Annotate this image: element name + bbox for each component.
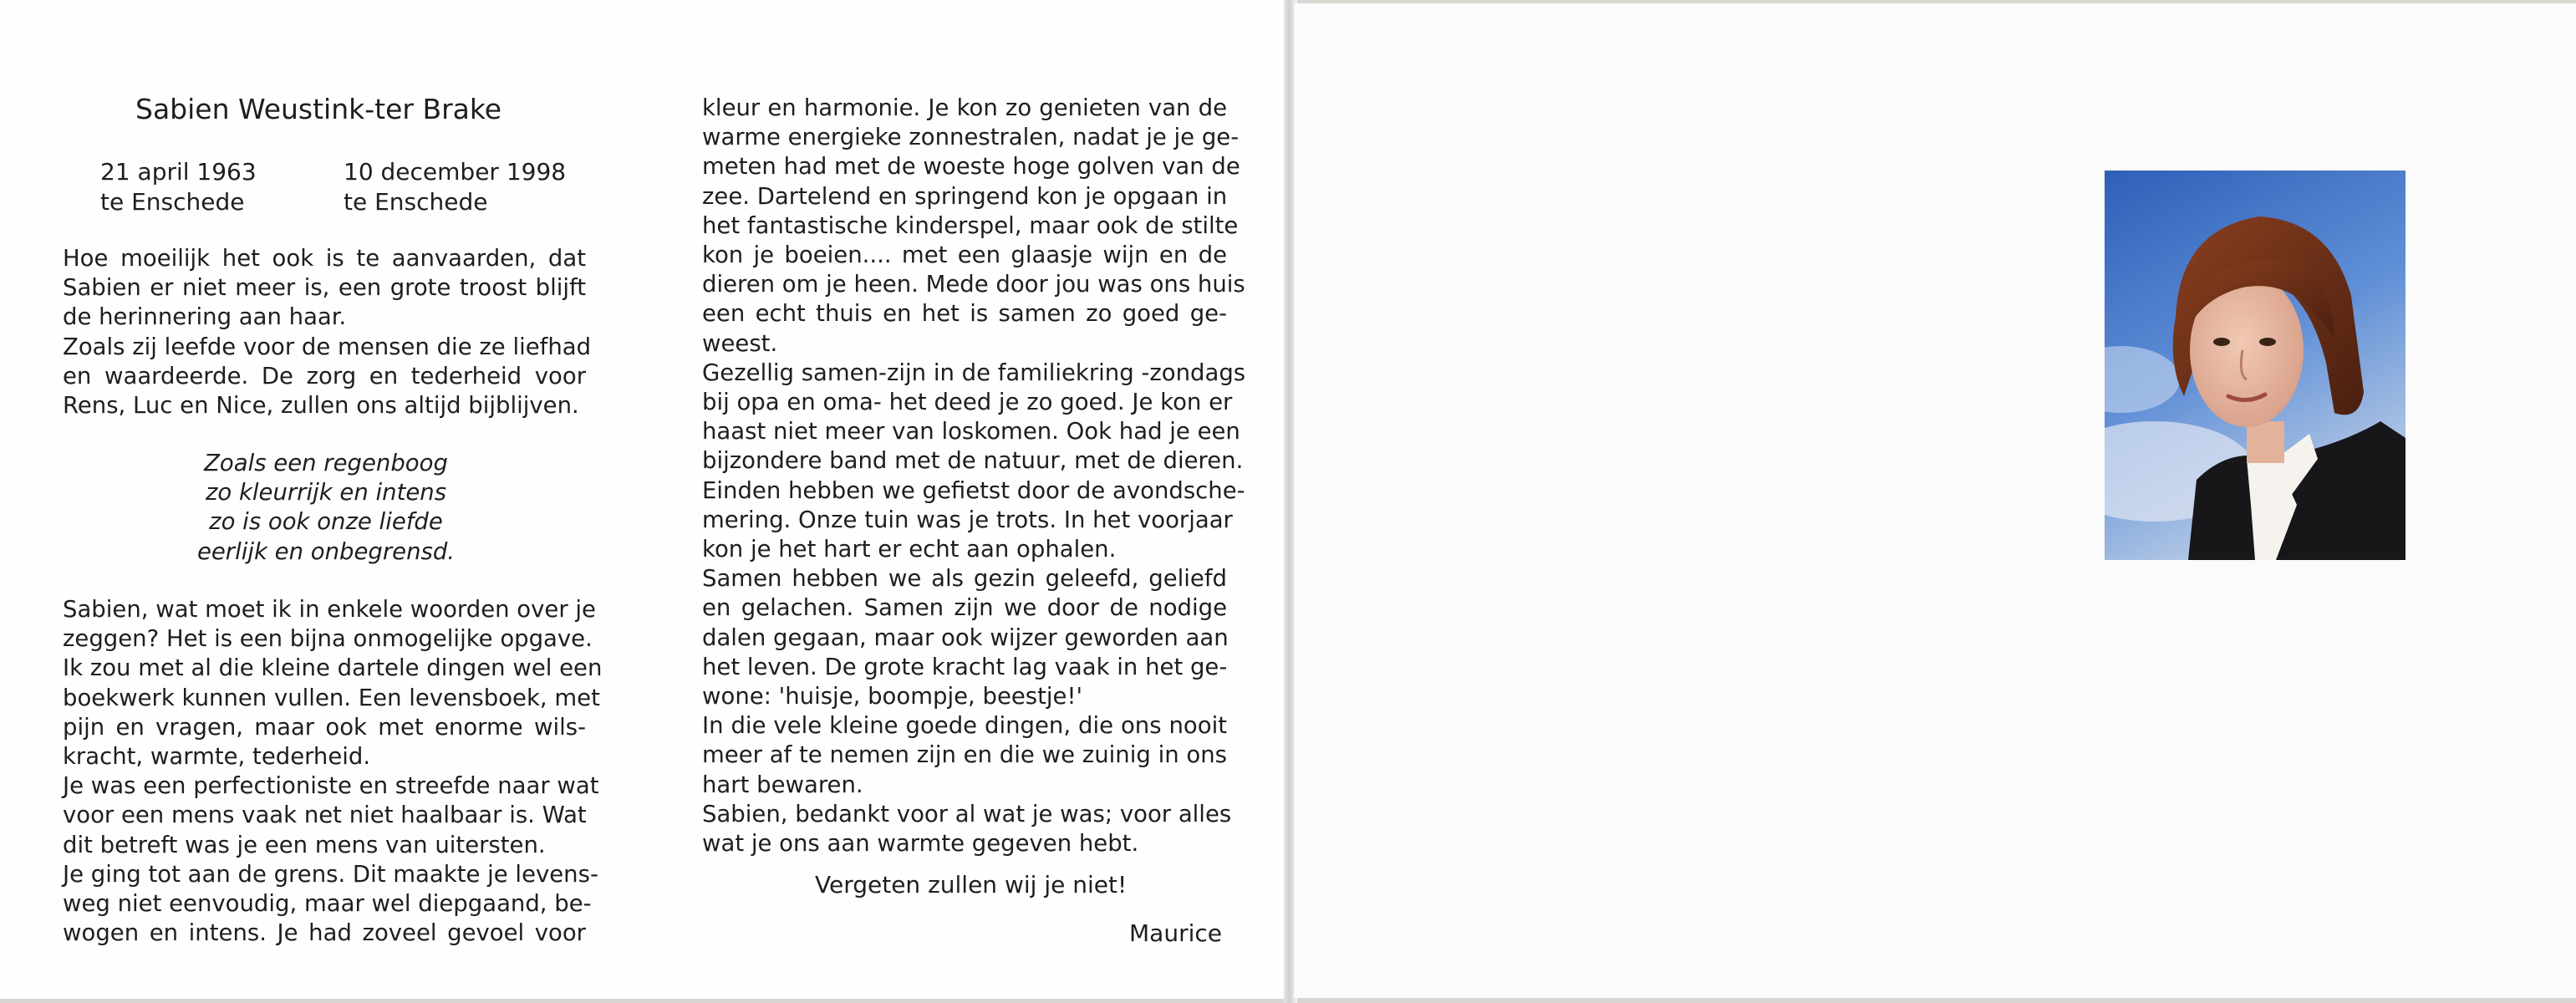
deceased-name: Sabien Weustink-ter Brake: [135, 93, 502, 125]
signature: Maurice: [1129, 919, 1222, 947]
tribute-line: Je was een perfectioniste en streefde naar wat: [63, 772, 599, 800]
tribute-line: meer af te nemen zijn en die we zuinig in ons: [702, 741, 1227, 769]
tribute-line: meten had met de woeste hoge golven van de: [702, 153, 1240, 181]
intro-line: en waardeerde. De zorg en tederheid voor: [63, 362, 586, 389]
tribute-line: mering. Onze tuin was je trots. In het voorjaar: [702, 506, 1233, 533]
poem-line: eerlijk en onbegrensd.: [196, 537, 456, 565]
tribute-line: boekwerk kunnen vullen. Een levensboek, met: [63, 684, 600, 711]
tribute-line: Je ging tot aan de grens. Dit maakte je levens-: [63, 860, 598, 888]
tribute-line: hart bewaren.: [702, 771, 863, 798]
tribute-line: en gelachen. Samen zijn we door de nodige: [702, 594, 1227, 622]
closing-line: Vergeten zullen wij je niet!: [815, 871, 1128, 899]
tribute-line: Einden hebben we gefietst door de avondsche-: [702, 476, 1245, 504]
tribute-line: kleur en harmonie. Je kon zo genieten van de: [702, 94, 1227, 121]
tribute-line: zeggen? Het is een bijna onmogelijke opgave.: [63, 625, 593, 653]
intro-line: Zoals zij leefde voor de mensen die ze liefhad: [63, 333, 592, 360]
intro-line: Sabien er niet meer is, een grote troost blijft: [63, 274, 586, 302]
tribute-text-column-2: [702, 94, 1246, 858]
portrait-photo: [2105, 171, 2405, 560]
tribute-line: een echt thuis en het is samen zo goed ge-: [702, 300, 1227, 328]
intro-paragraph: [63, 244, 592, 420]
tribute-line: wone: 'huisje, boompje, beestje!': [702, 683, 1083, 710]
tribute-line: haast niet meer van loskomen. Ook had je een: [702, 418, 1240, 445]
tribute-line: bijzondere band met de natuur, met de dieren.: [702, 447, 1244, 475]
tribute-line: kon je boeien.... met een glaasje wijn en de: [702, 242, 1227, 269]
tribute-line: warme energieke zonnestralen, nadat je je ge-: [702, 124, 1240, 151]
death-place: te Enschede: [344, 188, 488, 216]
tribute-line: Samen hebben we als gezin geleefd, geliefd: [702, 565, 1227, 593]
tribute-line: Gezellig samen-zijn in de familiekring -zondags: [702, 359, 1246, 386]
poem-line: Zoals een regenboog: [204, 450, 448, 476]
tribute-line: het fantastische kinderspel, maar ook de stilte: [702, 211, 1239, 239]
tribute-line: dit betreft was je een mens van uitersten.: [63, 831, 546, 858]
tribute-line: In die vele kleine goede dingen, die ons nooit: [702, 712, 1227, 740]
poem-line: zo kleurrijk en intens: [205, 479, 447, 507]
tribute-line: zee. Dartelend en springend kon je opgaan in: [702, 182, 1228, 210]
tribute-line: dalen gegaan, maar ook wijzer geworden aan: [702, 624, 1229, 651]
death-date: 10 december 1998: [344, 158, 567, 186]
tribute-line: bij opa en oma- het deed je zo goed. Je kon er: [702, 389, 1233, 416]
intro-line: de herinnering aan haar.: [63, 303, 347, 331]
tribute-line: dieren om je heen. Mede door jou was ons huis: [702, 271, 1245, 298]
tribute-line: weg niet eenvoudig, maar wel diepgaand, be-: [63, 890, 592, 918]
tribute-line: Ik zou met al die kleine dartele dingen wel een: [63, 654, 603, 682]
birth-date: 21 april 1963: [100, 158, 257, 186]
intro-line: Rens, Luc en Nice, zullen ons altijd bijblijven.: [63, 392, 579, 420]
tribute-line: voor een mens vaak net niet haalbaar is. Wat: [63, 802, 587, 829]
tribute-line: Sabien, wat moet ik in enkele woorden over je: [63, 596, 596, 623]
tribute-line: pijn en vragen, maar ook met enorme wils-: [63, 713, 586, 741]
tribute-line: Sabien, bedankt voor al wat je was; voor alles: [702, 800, 1232, 827]
tribute-line: weest.: [702, 329, 778, 357]
tribute-line: het leven. De grote kracht lag vaak in het ge-: [702, 653, 1228, 680]
intro-line: Hoe moeilijk het ook is te aanvaarden, dat: [63, 245, 586, 272]
memorial-card-text-page: [0, 0, 1289, 999]
birth-place: te Enschede: [100, 188, 245, 216]
tribute-line: wat je ons aan warmte gegeven hebt.: [702, 830, 1139, 858]
poem: [167, 449, 485, 567]
tribute-line: kracht, warmte, tederheid.: [63, 743, 371, 771]
tribute-line: wogen en intens. Je had zoveel gevoel voor: [63, 919, 586, 947]
tribute-line: kon je het hart er echt aan ophalen.: [702, 536, 1117, 563]
tribute-text-column-1: [63, 595, 603, 948]
poem-line: zo is ook onze liefde: [209, 508, 443, 536]
